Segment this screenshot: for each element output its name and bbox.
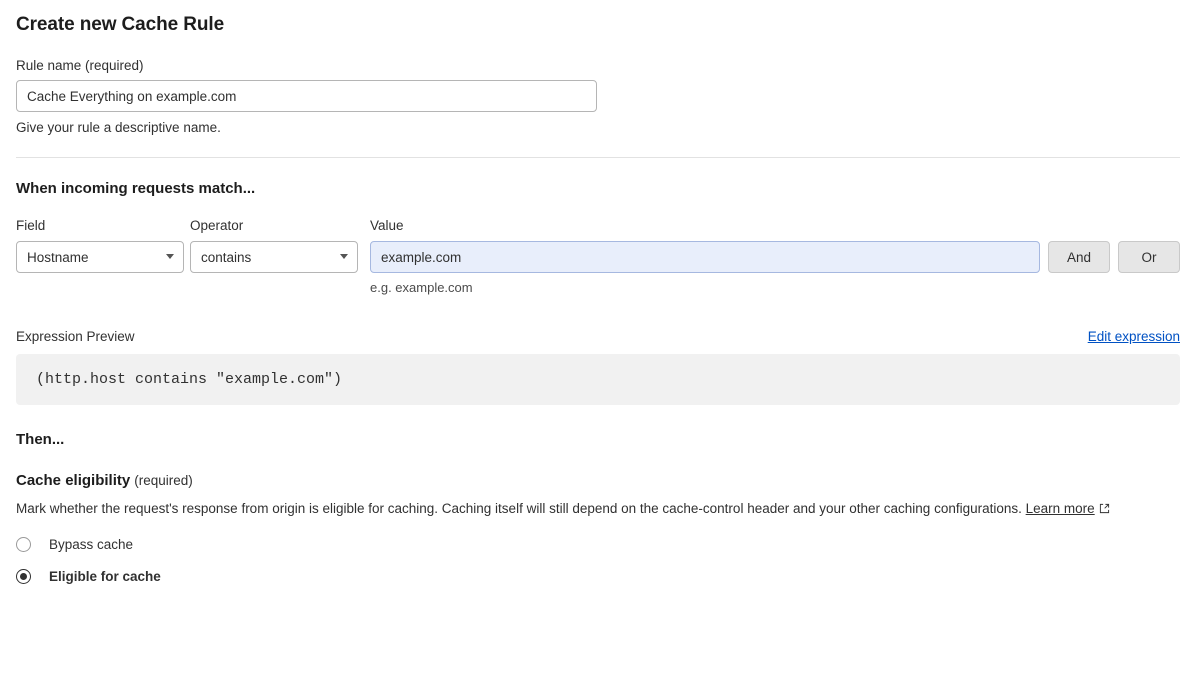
and-button[interactable]: And <box>1048 241 1110 273</box>
rule-name-input[interactable] <box>16 80 597 112</box>
and-button-column <box>1040 218 1110 273</box>
radio-eligible-for-cache[interactable] <box>16 569 31 584</box>
radio-row-eligible-for-cache[interactable] <box>16 569 1180 584</box>
cache-eligibility-description-text: Mark whether the request's response from origin is eligible for caching. Caching itself will still depend on the cache-control header and your other caching configurations. <box>16 501 1022 516</box>
expression-preview-label: Expression Preview <box>16 329 135 344</box>
chevron-down-icon <box>166 254 174 259</box>
field-select-wrap <box>16 241 184 273</box>
operator-select-wrap <box>190 241 358 273</box>
value-column-label: Value <box>370 218 404 233</box>
operator-column <box>190 218 358 273</box>
operator-select-value: contains <box>201 249 252 265</box>
cache-eligibility-title <box>16 472 1180 489</box>
match-section-title: When incoming requests match... <box>16 180 256 197</box>
cache-eligibility-label: Cache eligibility <box>16 472 131 489</box>
rule-name-label: Rule name (required) <box>16 58 144 73</box>
radio-row-bypass-cache[interactable] <box>16 537 1180 552</box>
learn-more-link[interactable]: Learn more <box>1025 501 1095 516</box>
or-button-column <box>1110 218 1180 273</box>
section-divider <box>16 157 1180 158</box>
radio-bypass-cache[interactable] <box>16 537 31 552</box>
and-spacer <box>1040 218 1110 234</box>
value-column <box>370 218 1040 295</box>
page-title: Create new Cache Rule <box>16 14 225 35</box>
external-link-icon <box>1099 500 1110 520</box>
field-select-value: Hostname <box>27 249 89 265</box>
cache-eligibility-required: (required) <box>134 473 193 488</box>
expression-preview-box: (http.host contains "example.com") <box>16 354 1180 405</box>
value-hint: e.g. example.com <box>370 280 473 295</box>
cache-eligibility-description <box>16 499 1180 520</box>
edit-expression-link[interactable]: Edit expression <box>1087 329 1180 344</box>
radio-label-bypass-cache: Bypass cache <box>49 537 134 552</box>
field-select[interactable] <box>16 241 184 273</box>
then-section-title: Then... <box>16 431 65 448</box>
rule-name-help: Give your rule a descriptive name. <box>16 120 221 135</box>
value-input[interactable] <box>370 241 1040 273</box>
field-column-label: Field <box>16 218 46 233</box>
expression-header <box>16 329 1180 344</box>
chevron-down-icon <box>340 254 348 259</box>
radio-label-eligible-for-cache: Eligible for cache <box>49 569 161 584</box>
operator-select[interactable] <box>190 241 358 273</box>
field-column <box>16 218 184 273</box>
match-row <box>16 218 1180 295</box>
operator-column-label: Operator <box>190 218 244 233</box>
or-spacer <box>1110 218 1180 234</box>
or-button[interactable]: Or <box>1118 241 1180 273</box>
